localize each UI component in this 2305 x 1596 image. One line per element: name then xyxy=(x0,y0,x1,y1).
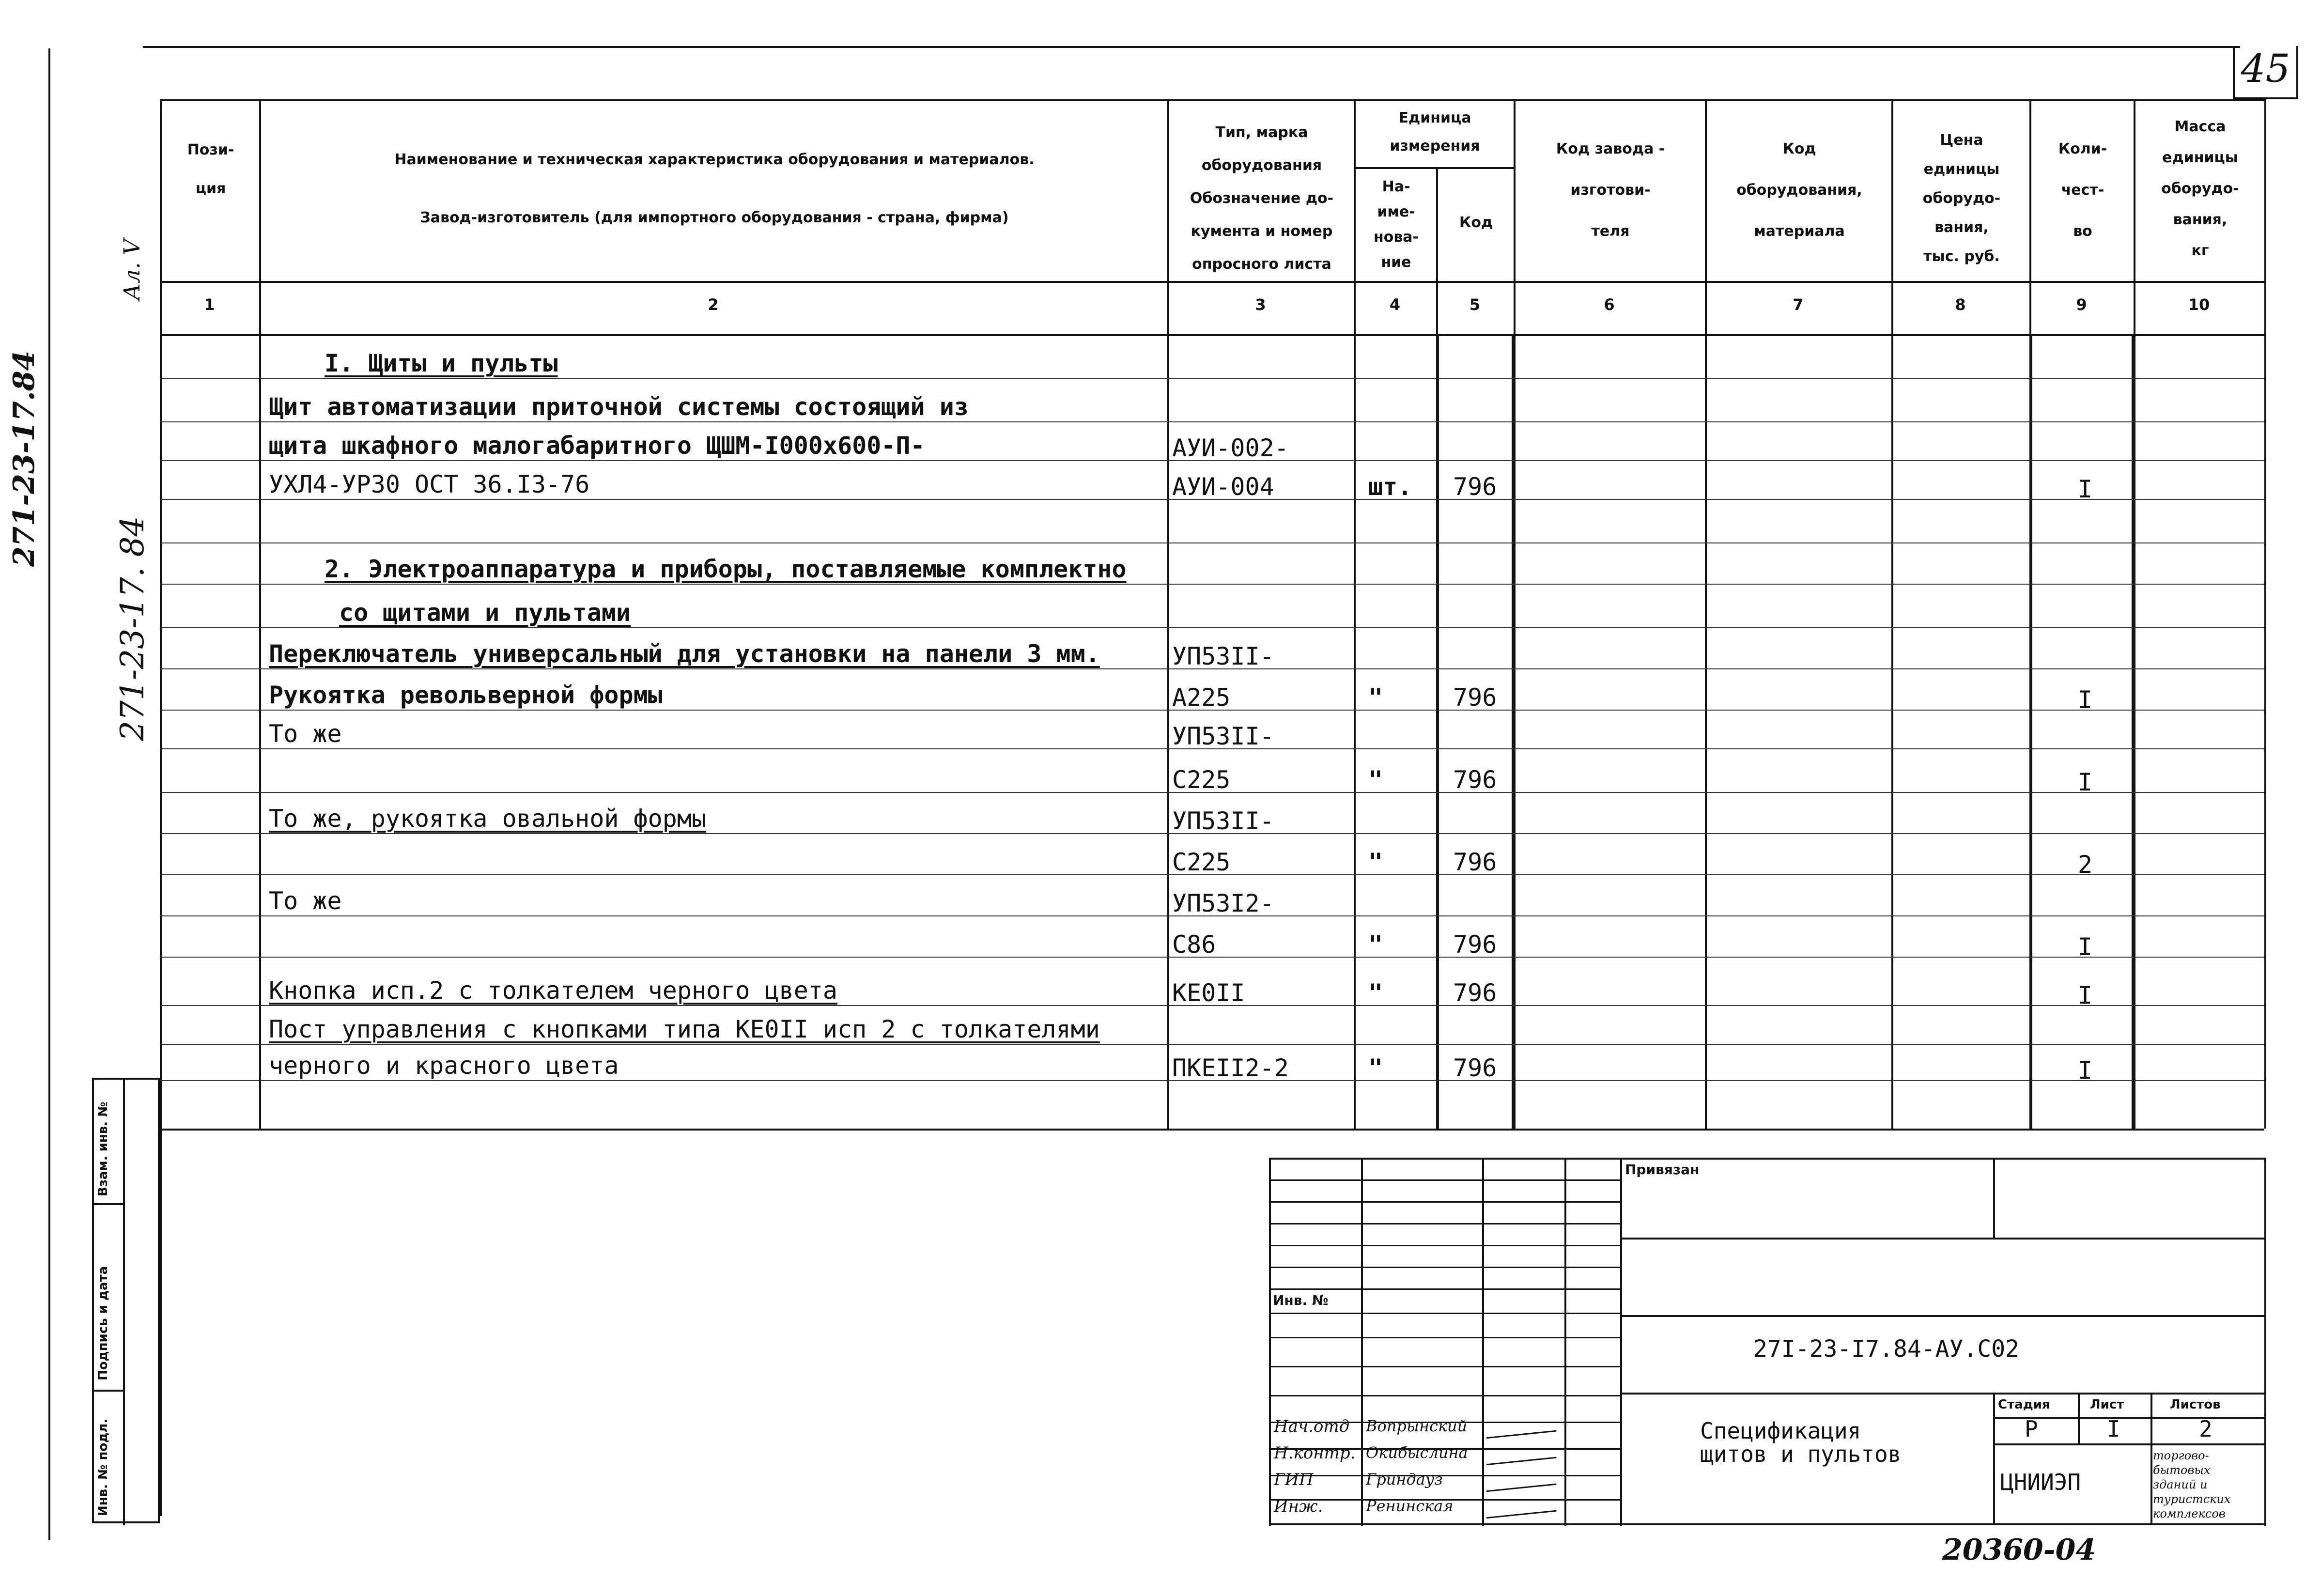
row-name: щита шкафного малогабаритного ЩШМ-I000х600-П- xyxy=(269,432,925,460)
sheets-value: 2 xyxy=(2199,1416,2212,1442)
header-mass: Масса единицы оборудо- вания, кг xyxy=(2161,118,2239,259)
table-top xyxy=(160,99,2264,101)
table-bottom xyxy=(160,1129,2264,1131)
signer-name: Ренинская xyxy=(1366,1497,1454,1515)
row-name: 2. Электроаппаратура и приборы, поставляемые комплектно xyxy=(325,555,1127,583)
signer-role: Инж. xyxy=(1274,1497,1323,1516)
row-quantity: I xyxy=(2077,768,2093,796)
column-number: 4 xyxy=(1389,295,1401,314)
sheet-value: I xyxy=(2107,1416,2120,1442)
row-quantity: I xyxy=(2077,933,2093,961)
signer-role: Нач.отд xyxy=(1274,1417,1350,1436)
row-type: ПКЕII2-2 xyxy=(1172,1054,1289,1082)
row-name: I. Щиты и пульты xyxy=(325,349,558,377)
row-name: черного и красного цвета xyxy=(269,1052,619,1080)
album-label: Ал. V xyxy=(119,239,145,300)
row-type: С225 xyxy=(1172,848,1231,876)
signer-role: Н.контр. xyxy=(1274,1443,1356,1463)
row-unit: " xyxy=(1368,766,1383,794)
row-name: Пост управления с кнопками типа КЕ0II исп 2 с толкателями xyxy=(269,1015,1100,1043)
header-factory-code: Код завода - изготови- теля xyxy=(1556,140,1665,240)
row-unit: " xyxy=(1368,683,1383,712)
header-quantity: Коли- чест- во xyxy=(2058,140,2107,240)
row-quantity: I xyxy=(2077,1056,2093,1085)
row-quantity: I xyxy=(2077,475,2093,503)
side-code-outer: 271-23-17.84 xyxy=(7,350,41,567)
header-unit-group: Единица измерения xyxy=(1390,109,1480,155)
signer-name: Гриндауз xyxy=(1366,1470,1443,1488)
column-number: 8 xyxy=(1955,295,1966,314)
row-unit: " xyxy=(1368,930,1383,959)
column-number: 10 xyxy=(2188,295,2210,314)
signature-mark xyxy=(1486,1416,1560,1439)
row-code: 796 xyxy=(1453,1054,1497,1082)
column-number: 9 xyxy=(2076,295,2087,314)
organization: ЦНИИЭП xyxy=(2000,1469,2081,1495)
stamp-inv-podl: Инв. № подл. xyxy=(96,1418,110,1516)
org-note: торгово- бытовых зданий и туристских комплексов xyxy=(2153,1449,2231,1520)
header-name: Наименование и техническая характеристика оборудования и материалов. Завод-изготовитель (для импортного оборудования - страна, фирма) xyxy=(394,151,1035,226)
column-number: 1 xyxy=(204,295,215,314)
row-name: УХЛ4-УРЗ0 ОСТ 36.I3-76 xyxy=(269,470,590,498)
colnum-bottom xyxy=(160,334,2264,336)
header-equipment-code: Код оборудования, материала xyxy=(1736,140,1862,240)
signer-name: Окибыслина xyxy=(1366,1443,1468,1462)
column-number: 2 xyxy=(708,295,719,314)
stamp-vzam-inv: Взам. инв. № xyxy=(96,1101,110,1196)
row-code: 796 xyxy=(1453,930,1497,959)
signature-mark xyxy=(1486,1442,1560,1465)
row-code: 796 xyxy=(1453,683,1497,712)
row-quantity: I xyxy=(2077,981,2093,1009)
document-code: 27I-23-I7.84-АУ.С02 xyxy=(1753,1335,2020,1363)
row-name: Переключатель универсальный для установки на панели 3 мм. xyxy=(269,640,1100,668)
stage-value: Р xyxy=(2025,1416,2038,1442)
row-name: со щитами и пультами xyxy=(339,599,631,627)
header-unit-name: На- име- нова- ние xyxy=(1373,178,1419,271)
row-unit: " xyxy=(1368,1054,1383,1082)
doc-title: Спецификация щитов и пультов xyxy=(1700,1418,1902,1467)
row-name: Рукоятка револьверной формы xyxy=(269,681,663,709)
column-number: 5 xyxy=(1469,295,1481,314)
stamp-podpis-data: Подпись и дата xyxy=(96,1266,110,1380)
row-type: КЕ0II xyxy=(1172,979,1245,1007)
row-code: 796 xyxy=(1453,766,1497,794)
row-name: То же xyxy=(269,720,342,748)
row-type: АУИ-004 xyxy=(1172,473,1274,501)
row-type: А225 xyxy=(1172,683,1231,712)
row-type: С86 xyxy=(1172,930,1216,959)
row-code: 796 xyxy=(1453,979,1497,1007)
row-quantity: I xyxy=(2077,686,2093,714)
row-name: Щит автоматизации приточной системы состоящий из xyxy=(269,393,969,421)
row-name: Кнопка исп.2 с толкателем черного цвета xyxy=(269,976,837,1005)
header-type-mark: Тип, марка оборудования Обозначение до- кумента и номер опросного листа xyxy=(1190,124,1334,273)
row-unit: " xyxy=(1368,979,1383,1007)
header-bottom xyxy=(160,281,2264,283)
header-price: Цена единицы оборудо- вания, тыс. руб. xyxy=(1922,132,2001,265)
column-number: 7 xyxy=(1793,295,1804,314)
row-type: С225 xyxy=(1172,766,1231,794)
row-name: То же xyxy=(269,887,342,915)
row-unit: шт. xyxy=(1368,473,1412,501)
signer-role: ГИП xyxy=(1274,1470,1314,1489)
column-number: 6 xyxy=(1604,295,1615,314)
row-type: АУИ-002- xyxy=(1172,434,1289,462)
sheet-number: 45 xyxy=(2241,46,2290,91)
signer-name: Вопрынский xyxy=(1366,1417,1468,1435)
row-type: УП53II- xyxy=(1172,722,1274,750)
stage-label: Стадия xyxy=(1998,1397,2050,1412)
sheet-label: Лист xyxy=(2090,1397,2124,1412)
inv-no-label: Инв. № xyxy=(1273,1292,1329,1308)
top-border xyxy=(143,46,2240,48)
bottom-code: 20360-04 xyxy=(1942,1533,2096,1567)
row-code: 796 xyxy=(1453,848,1497,876)
row-unit: " xyxy=(1368,848,1383,876)
row-type: УП53I2- xyxy=(1172,889,1274,917)
row-code: 796 xyxy=(1453,473,1497,501)
signature-mark xyxy=(1486,1469,1560,1492)
privyazan-label: Привязан xyxy=(1625,1162,1700,1178)
sheets-label: Листов xyxy=(2170,1397,2221,1412)
side-code-inner: 271-23-17. 84 xyxy=(114,516,151,741)
header-position: Пози- ция xyxy=(187,141,234,197)
header-unit-code: Код xyxy=(1459,214,1493,231)
row-type: УП53II- xyxy=(1172,642,1274,670)
row-quantity: 2 xyxy=(2077,851,2093,879)
row-type: УП53II- xyxy=(1172,807,1274,835)
left-border xyxy=(48,48,50,1540)
row-name: То же, рукоятка овальной формы xyxy=(269,805,707,833)
column-number: 3 xyxy=(1255,295,1266,314)
